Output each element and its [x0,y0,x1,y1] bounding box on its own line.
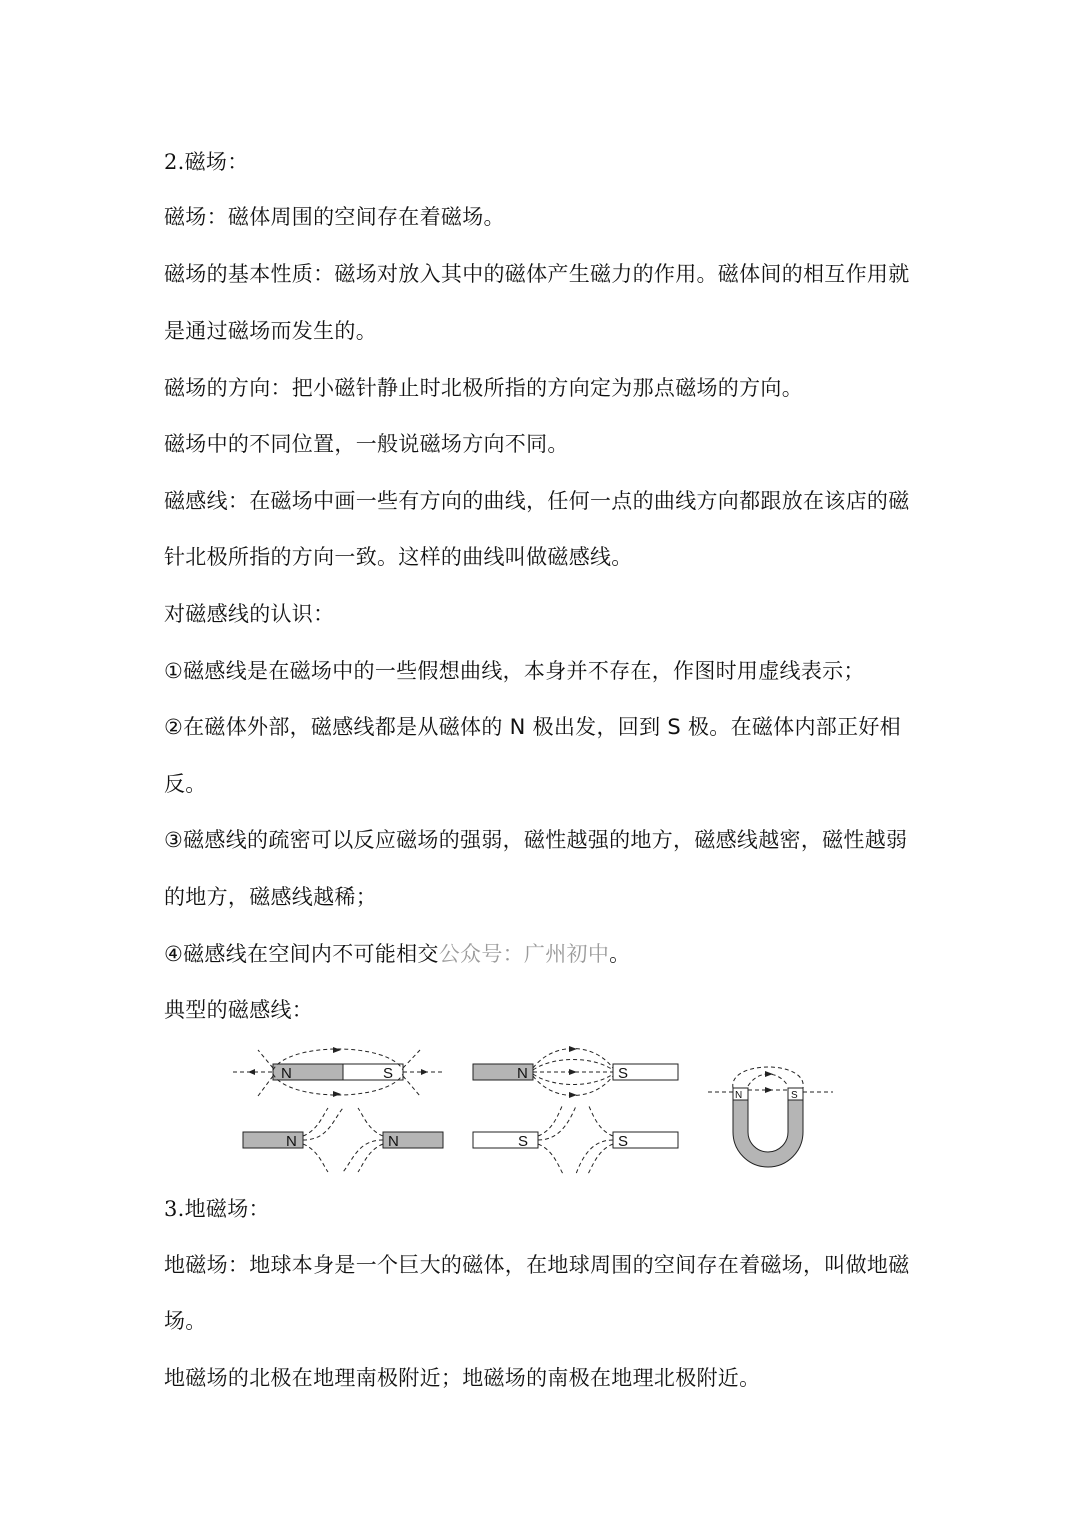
repel-s-line-2 [538,1144,563,1174]
bar-magnet-n-label: N [281,1065,292,1082]
bar-field-line-ne [403,1050,420,1068]
field-line-definition-1: 磁感线：在磁场中画一些有方向的曲线，任何一点的曲线方向都跟放在该店的磁 [164,489,910,513]
point-3-line-1: ③磁感线的疏密可以反应磁场的强弱，磁性越强的地方，磁感线越密，磁性越弱 [164,828,908,852]
attract-line-1 [533,1049,613,1069]
horseshoe-s-label: S [791,1090,798,1101]
attract-s-label: S [618,1065,629,1082]
field-lines-svg [228,1040,848,1180]
watermark-text: 公众号：广州初中 [438,942,610,966]
repel-s-line-5 [538,1106,576,1140]
point-4 [164,940,630,968]
arrow [765,1087,773,1093]
attract-line-4 [533,1074,613,1085]
point-4-text: ④磁感线在空间内不可能相交 [164,942,439,966]
basic-property-line-2: 是通过磁场而发生的。 [164,319,377,343]
repelling-n-poles-diagram [243,1108,443,1172]
point-2-line-2: 反。 [164,772,207,796]
arrow [333,1047,341,1053]
earth-field-poles: 地磁场的北极在地理南极附近；地磁场的南极在地理北极附近。 [164,1366,761,1390]
point-2-line-1: ②在磁体外部，磁感线都是从磁体的 N 极出发，回到 S 极。在磁体内部正好相 [164,715,901,739]
arrow [248,1069,255,1075]
horseshoe-line-3 [733,1067,803,1088]
earth-field-definition-2: 场。 [164,1309,207,1333]
repel-s-line-6 [576,1140,613,1174]
magnet-left-s-repel [473,1132,538,1148]
point-3-line-2: 的地方，磁感线越稀； [164,885,377,909]
arrow [569,1046,577,1052]
basic-property-line-1: 磁场的基本性质：磁场对放入其中的磁体产生磁力的作用。磁体间的相互作用就 [164,262,910,286]
magnetic-field-definition: 磁场：磁体周围的空间存在着磁场。 [164,205,505,229]
repel-line-4 [358,1144,383,1172]
position-note: 磁场中的不同位置，一般说磁场方向不同。 [164,432,569,456]
horseshoe-n-label: N [735,1090,743,1101]
typical-field-lines-title: 典型的磁感线： [164,998,314,1022]
horseshoe-magnet-diagram [708,1067,833,1167]
repel-n-left-label: N [286,1133,297,1150]
understanding-title: 对磁感线的认识： [164,602,335,626]
arrow [333,1091,341,1097]
earth-field-definition-1: 地磁场：地球本身是一个巨大的磁体，在地球周围的空间存在着磁场，叫做地磁 [164,1253,910,1277]
repel-s-line-3 [588,1104,613,1136]
bar-field-line-nw [258,1050,273,1068]
repel-line-6 [343,1140,383,1172]
bar-magnet-s-half [343,1064,403,1080]
repel-s-line-1 [538,1104,563,1136]
arrow [569,1092,577,1098]
section-heading-earth-field: 3.地磁场： [164,1197,270,1221]
repel-line-2 [303,1144,328,1172]
attract-line-5 [533,1076,613,1096]
bar-field-line-se [403,1076,420,1096]
point-4-end: 。 [609,942,631,966]
repel-s-right-label: S [618,1133,629,1150]
field-direction: 磁场的方向：把小磁针静止时北极所指的方向定为那点磁场的方向。 [164,376,803,400]
bar-magnet-diagram [233,1047,443,1097]
section-heading-magnetic-field: 2.磁场： [164,150,249,174]
attracting-poles-diagram [473,1046,678,1098]
repel-n-right-label: N [388,1133,399,1150]
repel-line-3 [358,1108,383,1136]
arrow [421,1069,428,1075]
repelling-s-poles-diagram [473,1104,678,1174]
bar-field-line-sw [258,1076,273,1096]
field-lines-figure [228,1040,848,1180]
attract-line-2 [533,1060,613,1071]
field-line-definition-2: 针北极所指的方向一致。这样的曲线叫做磁感线。 [164,545,633,569]
point-1: ①磁感线是在磁场中的一些假想曲线，本身并不存在，作图时用虚线表示； [164,659,865,683]
repel-line-1 [303,1108,328,1136]
arrow [765,1071,773,1077]
repel-line-5 [303,1108,343,1140]
bar-magnet-s-label: S [383,1065,394,1082]
attract-n-label: N [517,1065,528,1082]
repel-s-left-label: S [518,1133,529,1150]
arrow [569,1069,577,1075]
